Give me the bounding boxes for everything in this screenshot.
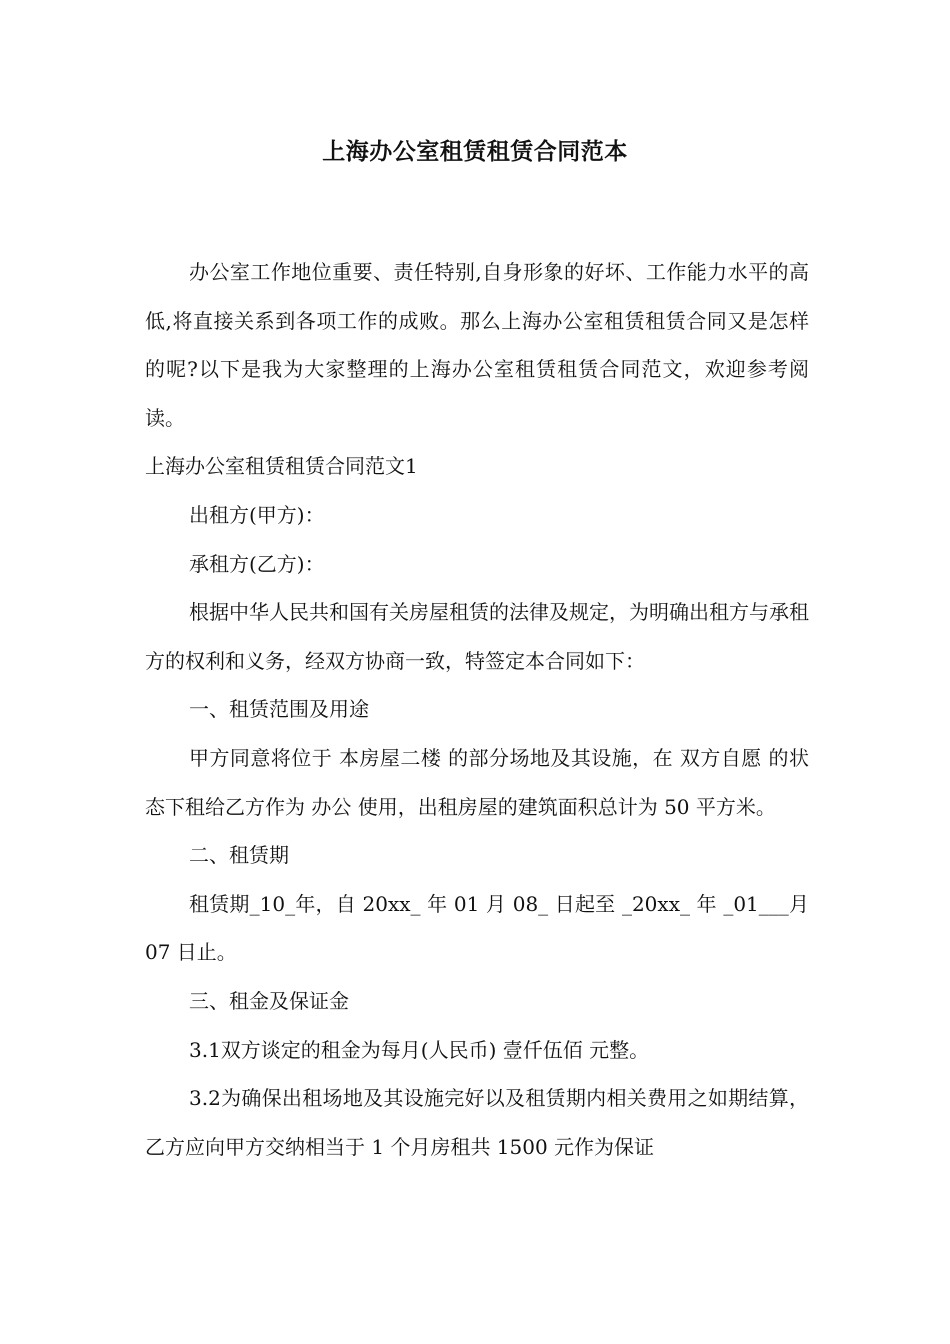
document-title: 上海办公室租赁租赁合同范本 <box>322 139 628 165</box>
clause-3-2-paragraph: 3.2为确保出租场地及其设施完好以及租赁期内相关费用之如期结算，乙方应向甲方交纳相当于 1 个月房租共 1500 元作为保证 <box>145 1086 809 1159</box>
clause-3-1-paragraph: 3.1双方谈定的租金为每月(人民币) 壹仟伍佰 元整。 <box>189 1037 650 1062</box>
clause-2-heading: 二、租赁期 <box>189 843 289 868</box>
clause-1-paragraph: 甲方同意将位于 本房屋二楼 的部分场地及其设施，在 双方自愿 的状态下租给乙方作为 办公 使用，出租房屋的建筑面积总计为 50 平方米。 <box>145 745 809 819</box>
lessor-line: 出租方(甲方)： <box>189 502 325 527</box>
preamble-paragraph: 根据中华人民共和国有关房屋租赁的法律及规定，为明确出租方与承租方的权利和义务，经双方协商一致，特签定本合同如下： <box>145 600 809 673</box>
clause-1-heading: 一、租赁范围及用途 <box>189 697 369 722</box>
clause-3-heading: 三、租金及保证金 <box>189 988 349 1013</box>
clause-2-paragraph: 租赁期_10_年，自 20xx_ 年 01 月 08_ 日起至 _20xx_ 年 _01___月 07 日止。 <box>145 891 809 965</box>
intro-paragraph: 办公室工作地位重要、责任特别,自身形象的好坏、工作能力水平的高低,将直接关系到各项工作的成败。那么上海办公室租赁租赁合同又是怎样的呢?以下是我为大家整理的上海办公室租赁租赁合同范文，欢迎参考阅读。 <box>145 260 809 430</box>
lessee-line: 承租方(乙方)： <box>189 551 325 576</box>
section-heading-sample-1: 上海办公室租赁租赁合同范文1 <box>145 454 418 479</box>
document-body <box>145 248 809 1171</box>
